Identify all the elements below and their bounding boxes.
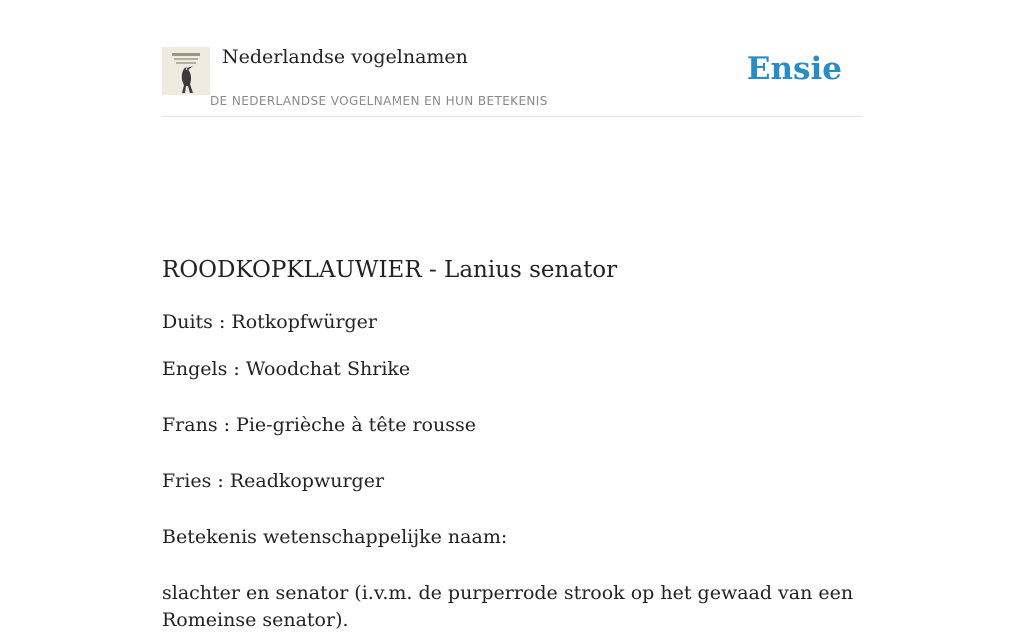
avatar[interactable] — [162, 47, 210, 95]
translation-frisian: Fries : Readkopwurger — [162, 470, 385, 492]
translation-french: Frans : Pie-grièche à tête rousse — [162, 414, 476, 436]
ensie-logo-link[interactable]: Ensie — [746, 51, 842, 87]
article-title: ROODKOPKLAUWIER - Lanius senator — [162, 257, 618, 283]
scientific-name-meaning: slachter en senator (i.v.m. de purperrode strook op het gewaad van een Romeinse senator). — [162, 582, 854, 631]
page — [162, 0, 862, 631]
site-title[interactable]: Nederlandse vogelnamen — [222, 46, 468, 68]
translation-german: Duits : Rotkopfwürger — [162, 311, 378, 333]
scientific-name-heading: Betekenis wetenschappelijke naam: — [162, 526, 508, 548]
bird-book-cover-icon — [162, 47, 210, 95]
site-subtitle: DE NEDERLANDSE VOGELNAMEN EN HUN BETEKENIS — [210, 94, 548, 108]
site-header — [162, 0, 862, 117]
translation-english: Engels : Woodchat Shrike — [162, 358, 411, 380]
